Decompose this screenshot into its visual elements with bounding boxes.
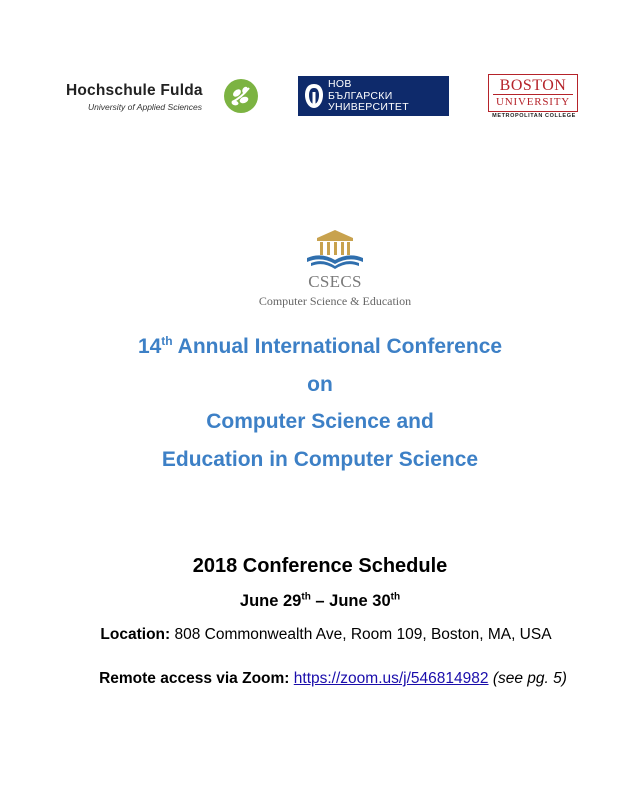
zoom-line [13, 670, 640, 688]
bu-line1: BOSTON [499, 77, 567, 94]
nbu-name: НОВ БЪЛГАРСКИ УНИВЕРСИТЕТ [328, 78, 409, 113]
temple-book-icon [303, 228, 367, 272]
hochschule-name: Hochschule Fulda [66, 82, 203, 99]
zoom-note: (see pg. 5) [492, 670, 567, 687]
location-line [6, 626, 640, 644]
conference-dates [0, 592, 640, 611]
csecs-acronym: CSECS [308, 272, 362, 291]
bu-subtitle: METROPOLITAN COLLEGE [492, 113, 576, 119]
end-day-suffix: th [390, 591, 401, 603]
bu-line2: UNIVERSITY [496, 96, 570, 108]
csecs-full-name: Computer Science & Education [258, 294, 412, 308]
bu-divider [493, 94, 573, 95]
title-ordinal-suffix: th [161, 334, 173, 348]
title-line-1 [40, 328, 600, 366]
date-separator: – [310, 592, 330, 610]
leaf-emblem-icon [223, 78, 259, 114]
logo-row [0, 0, 640, 130]
bu-wordmark-box [488, 74, 578, 112]
title-line-3: Computer Science and [206, 410, 434, 433]
zoom-link[interactable]: https://zoom.us/j/546814982 [293, 670, 489, 687]
hochschule-fulda-logo [66, 78, 266, 118]
hochschule-subtitle: University of Applied Sciences [88, 102, 203, 112]
boston-university-logo [488, 74, 580, 122]
title-line-1-text: Annual International Conference [172, 335, 503, 358]
title-ordinal-number: 14 [137, 335, 162, 358]
end-day: June 30 [329, 592, 391, 610]
nbu-emblem-icon [303, 82, 325, 110]
zoom-label: Remote access via Zoom: [99, 670, 290, 687]
nbu-logo [298, 76, 449, 116]
location-label: Location: [100, 626, 171, 643]
location-value: 808 Commonwealth Ave, Room 109, Boston, MA, USA [170, 626, 552, 643]
title-line-2: on [307, 372, 333, 396]
start-day-suffix: th [301, 591, 311, 603]
schedule-heading: 2018 Conference Schedule [192, 555, 448, 577]
conference-title [40, 328, 600, 478]
csecs-logo [240, 228, 430, 318]
start-day: June 29 [239, 592, 302, 610]
title-line-4: Education in Computer Science [161, 447, 479, 471]
